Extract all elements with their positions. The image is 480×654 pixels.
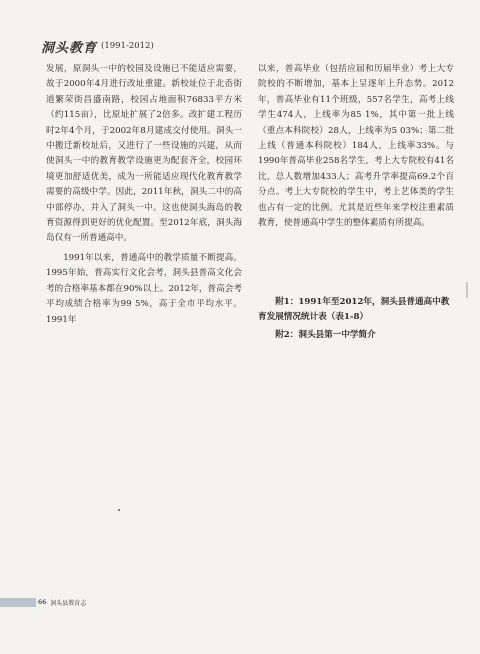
left-paragraph-2: 1991年以来，普通高中的教学质量不断提高。1995年始，普高实行文化会考，洞头县普高文化会考的合格率基本都在90%以上。2012年，普高会考平均成绩合格率为99 5%，高于全市平均水平。1991年 bbox=[46, 252, 242, 325]
page-edge-mark bbox=[466, 282, 468, 298]
footer-book-title: 洞头县教育志 bbox=[50, 599, 87, 607]
page-footer bbox=[0, 597, 86, 607]
stray-mark bbox=[118, 509, 120, 511]
left-paragraph-1: 发展，原洞头一中的校园及设施已不能适应需要，故于2000年4月进行改址重建。新校址位于北岙街道繁荣街昌盛南路，校园占地面积76833平方米（约115亩），比原址扩展了2倍多。改扩建工程历时2年4个月，于2002年8月建成交付使用。洞头一中搬迁新校址后，又进行了一些设施的兴建，从而使洞头一中的教育教学设施更为配套齐全，校园环境更加舒适优美，成为一所能适应现代化教育教学需要的高级中学。因此，2011年秋，洞头二中的高中部停办，并入了洞头一中。这也使洞头海岛的教育资源得到更好的优化配置。至2012年底，洞头海岛仅有一所普通高中。 bbox=[46, 64, 242, 244]
appendix-list bbox=[258, 295, 454, 343]
left-column bbox=[46, 62, 242, 328]
appendix-item-1: 附1：1991年至2012年，洞头县普通高中教育发展情况统计表（表1-8） bbox=[258, 297, 450, 323]
page-header bbox=[41, 38, 154, 54]
page-number: 66 bbox=[38, 598, 47, 606]
appendix-item-2: 附2：洞头县第一中学简介 bbox=[275, 329, 376, 340]
footer-color-bar bbox=[0, 598, 36, 607]
header-years: (1991-2012) bbox=[101, 41, 154, 51]
header-logo: 洞头教育 bbox=[41, 40, 98, 56]
right-column bbox=[258, 62, 454, 231]
right-paragraph-1: 以来，普高毕业（包括应届和历届毕业）考上大专院校的不断增加，基本上呈逐年上升态势。2012年，普高毕业有11个班级，557名学生，高考上线学生474人，上线率为85 1%，其中第一批上线（重点本科院校）28人，上线率为5 03%；第二批上线（普通本科院校）184人，上线率33%。与1990年普高毕业258名学生，考上大专院校有41名比，总人数增加433人；高考升学率提高69.2个百分点。考上大专院校的学生中，考上艺体类的学生也占有一定的比例。尤其是近些年来学校注重素质教育，使普通高中学生的整体素质有所提高。 bbox=[258, 64, 454, 229]
